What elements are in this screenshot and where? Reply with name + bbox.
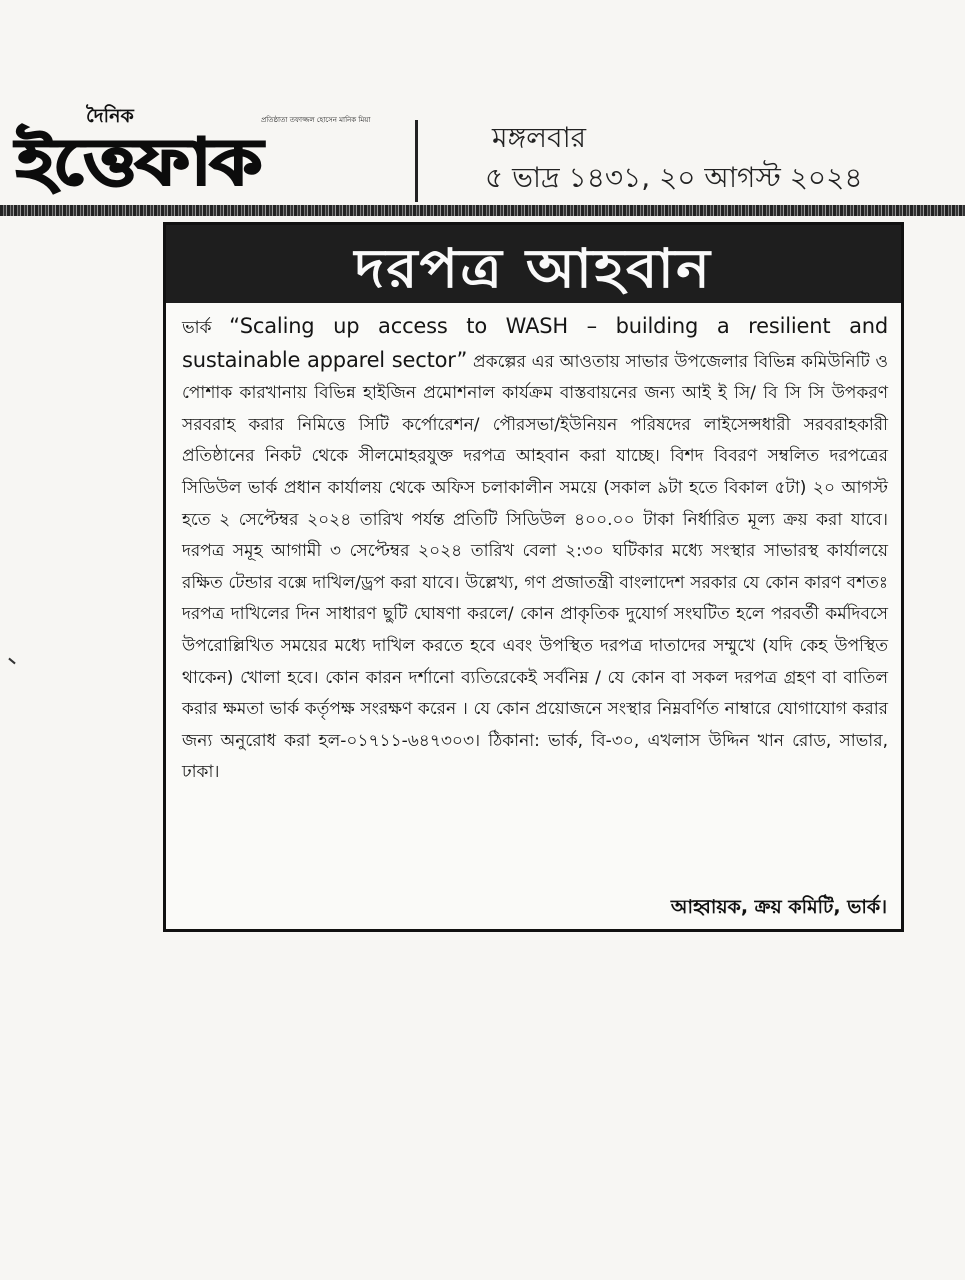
project-name: “Scaling up access to WASH – building a resilient and sustainable apparel sector” — [182, 314, 888, 372]
publication-date: ৫ ভাদ্র ১৪৩১, ২০ আগস্ট ২০২৪ — [485, 161, 863, 194]
notice-body — [182, 311, 888, 789]
notice-title: দরপত্র আহবান — [354, 237, 713, 300]
notice-signature: আহ্বায়ক, ক্রয় কমিটি, ভার্ক। — [670, 896, 887, 918]
logo-small-text: দৈনিক — [86, 105, 134, 127]
masthead-rule — [0, 205, 965, 216]
logo-main-text: ইত্তেফাক — [16, 126, 261, 200]
notice-body-intro: ভার্ক — [182, 318, 230, 338]
tender-notice — [163, 222, 904, 932]
scan-mark — [8, 658, 15, 665]
publication-day: মঙ্গলবার — [492, 121, 587, 154]
newspaper-masthead — [0, 100, 965, 205]
newspaper-logo — [16, 100, 376, 200]
masthead-divider — [415, 120, 418, 202]
logo-tagline: প্রতিষ্ঠাতা তফাজ্জল হোসেন মানিক মিয়া — [261, 116, 371, 124]
notice-header — [166, 225, 901, 303]
notice-body-text: প্রকল্পের এর আওতায় সাভার উপজেলার বিভিন্ন কমিউনিটি ও পোশাক কারখানায় বিভিন্ন হাইজিন প্রমোশনাল কার্যক্রম বাস্তবায়নের জন্য আই ই সি/ বি সি সি উপকরণ সরবরাহ করার নিমিত্তে সিটি কর্পোরেশন/ পৌরসভা/ইউনিয়ন পরিষদের লাইসেন্সধারী সরবরাহকারী প্রতিষ্ঠানের নিকট থেকে সীলমোহরযুক্ত দরপত্র আহবান করা যাচ্ছে। বিশদ বিবরণ সম্বলিত দরপত্রের সিডিউল ভার্ক প্রধান কার্যালয় থেকে অফিস চলাকালীন সময়ে (সকাল ৯টা হতে বিকাল ৫টা) ২০ আগস্ট হতে ২ সেপ্টেম্বর ২০২৪ তারিখ পর্যন্ত প্রতিটি সিডিউল ৪০০.০০ টাকা নির্ধারিত মূল্য ক্রয় করা যাবে। দরপত্র সমূহ আগামী ৩ সেপ্টেম্বর ২০২৪ তারিখ বেলা ২:৩০ ঘটিকার মধ্যে সংস্থার সাভারস্থ কার্যালয়ে রক্ষিত টেন্ডার বক্সে দাখিল/ড্রপ করা যাবে। উল্লেখ্য, গণ প্রজাতন্ত্রী বাংলাদেশ সরকার যে কোন কারণ বশতঃ দরপত্র দাখিলের দিন সাধারণ ছুটি ঘোষণা করলে/ কোন প্রাকৃতিক দুযোর্গ সংঘটিত হলে পরবর্তী কর্মদিবসে উপরোল্লিখিত সময়ের মধ্যে দাখিল করতে হবে এবং উপস্থিত দরপত্র দাতাদের সম্মুখে (যদি কেহ উপস্থিত থাকেন) খোলা হবে। কোন কারন দর্শানো ব্যতিরেকেই সর্বনিম্ন / যে কোন বা সকল দরপত্র গ্রহণ বা বাতিল করার ক্ষমতা ভার্ক কর্তৃপক্ষ সংরক্ষণ করেন । যে কোন প্রয়োজনে সংস্থার নিম্নবর্ণিত নাম্বারে যোগাযোগ করার জন্য অনুরোধ করা হল-০১৭১১-৬৪৭৩০৩। ঠিকানা: ভার্ক, বি-৩০, এখলাস উদ্দিন খান রোড, সাভার, ঢাকা। — [182, 351, 888, 783]
